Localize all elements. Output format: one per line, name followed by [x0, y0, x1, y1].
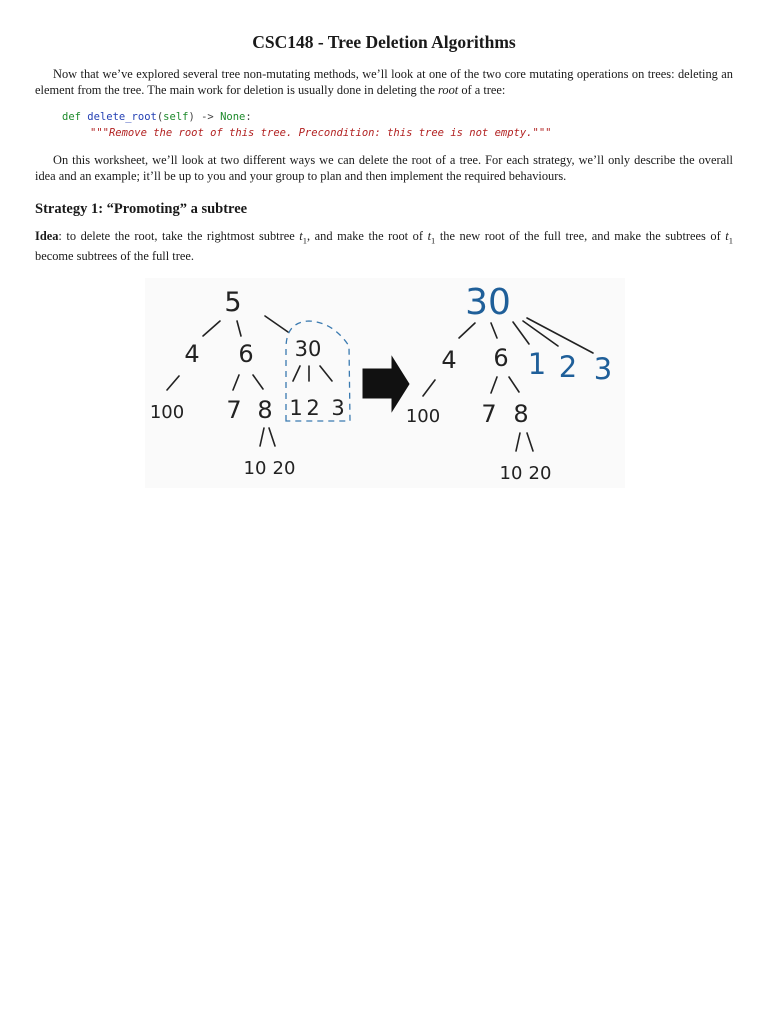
edge-30-4 — [459, 323, 475, 338]
after-root: 30 — [465, 282, 511, 323]
intro-paragraph — [35, 66, 733, 98]
after-node-4: 4 — [441, 346, 457, 374]
code-colon: : — [245, 111, 252, 123]
code-def-keyword: def — [62, 111, 81, 123]
before-node-20: 20 — [272, 458, 296, 479]
code-return-type: None — [220, 111, 246, 123]
code-self-param: self — [163, 111, 189, 123]
strategy1-heading: Strategy 1: “Promoting” a subtree — [35, 201, 248, 217]
code-signature — [62, 109, 252, 125]
idea-text-a: : to delete the root, take the rightmost subtree — [58, 229, 300, 243]
after-node-20: 20 — [528, 463, 552, 484]
before-node-30: 30 — [294, 337, 322, 361]
strategy1-idea — [35, 228, 733, 264]
before-node-4: 4 — [184, 340, 200, 368]
edge-4-100-after — [423, 380, 435, 396]
edge-6-7-after — [491, 377, 497, 393]
edge-30-3 — [320, 366, 332, 381]
t1-var-2: $t_1$ — [427, 229, 436, 246]
after-node-3: 3 — [593, 352, 613, 386]
strategies-paragraph: On this worksheet, we’ll look at two different ways we can delete the root of a tree. For each strategy, we’ll only describe the overall idea and an example; it’ll be up to you and your group to plan and then implement the required behaviours. — [35, 153, 733, 183]
before-root: 5 — [224, 287, 242, 318]
edge-30-6 — [491, 323, 497, 338]
before-node-10: 10 — [243, 458, 267, 479]
code-open-paren: ( — [156, 111, 164, 123]
code-arrow: ) -> — [188, 111, 221, 123]
edge-6-8-after — [509, 377, 519, 392]
transform-arrow-icon — [363, 357, 409, 411]
after-node-100: 100 — [405, 406, 441, 427]
intro-text-1: Now that we’ve explored several tree non-mutating methods, we’ll look at one of the two core mutating operations on trees: deleting an element from the tree. The main work for deletion is usually done in deleting the — [35, 67, 733, 97]
before-tree — [167, 316, 332, 446]
page-title: CSC148 - Tree Deletion Algorithms — [252, 32, 516, 52]
after-node-1: 1 — [527, 347, 547, 381]
tree-diagram — [145, 278, 625, 488]
before-node-8: 8 — [257, 396, 273, 424]
code-docstring: """Remove the root of this tree. Precondition: this tree is not empty.""" — [90, 127, 552, 139]
edge-6-7 — [233, 375, 239, 390]
edge-8-20-after — [527, 433, 533, 451]
after-node-7: 7 — [481, 400, 497, 428]
before-node-7: 7 — [226, 396, 242, 424]
intro-text-2: of a tree: — [458, 83, 506, 97]
edge-8-20 — [269, 428, 275, 446]
idea-text-c: the new root of the full tree, and make the subtrees of — [435, 229, 726, 243]
after-node-6: 6 — [493, 344, 509, 372]
tree-deletion-figure — [145, 278, 625, 488]
edge-5-30 — [265, 316, 288, 332]
edge-4-100 — [167, 376, 179, 390]
idea-label: Idea — [35, 229, 59, 243]
t1-var-1: $t_1$ — [299, 229, 307, 246]
edge-5-6 — [237, 321, 241, 336]
edge-30-1 — [293, 366, 300, 381]
idea-text-b: , and make the root of — [307, 229, 428, 243]
edge-8-10-after — [516, 433, 520, 451]
edge-6-8 — [253, 375, 263, 389]
after-node-2: 2 — [558, 350, 578, 384]
intro-emph-root: root — [438, 83, 459, 97]
before-node-100: 100 — [149, 402, 185, 423]
idea-text-d: become subtrees of the full tree. — [35, 249, 194, 264]
before-node-6: 6 — [238, 340, 254, 368]
before-node-1: 1 — [289, 396, 303, 420]
before-node-2: 2 — [306, 396, 320, 420]
after-node-10: 10 — [499, 463, 523, 484]
edge-5-4 — [203, 321, 220, 336]
t1-var-3: $t_1$ — [725, 229, 733, 246]
code-function-name: delete_root — [87, 111, 157, 123]
edge-30-1-after — [513, 322, 529, 344]
after-node-8: 8 — [513, 400, 529, 428]
after-tree — [423, 318, 593, 451]
edge-8-10 — [260, 428, 264, 446]
before-node-3: 3 — [331, 396, 345, 420]
